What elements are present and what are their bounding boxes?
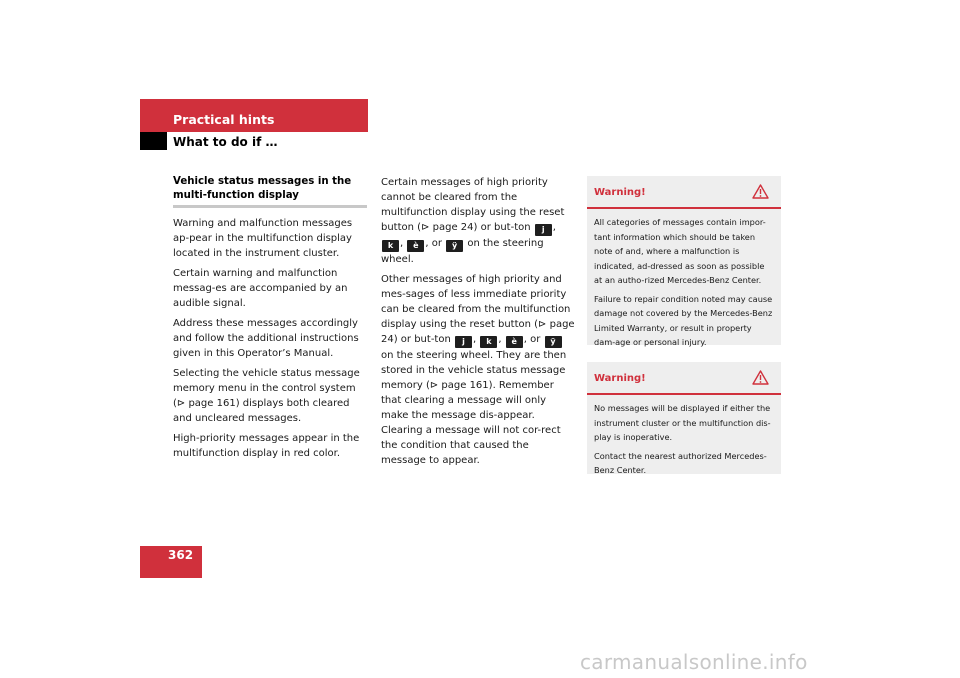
- text-run: on the steering wheel. They are then stored in the vehicle status message memory (⊳ page 161). Remember that clearing a message will only make the message dis-appear. Clearing a message will not cor-rect the condition that caused the message to appear.: [381, 350, 567, 466]
- header-marker: [140, 132, 167, 150]
- topic-heading: Vehicle status messages in the multi-function display: [173, 175, 367, 208]
- back-button-key: ÿ: [545, 336, 562, 348]
- warning-header: [587, 362, 781, 395]
- forward-button-key: è: [407, 240, 424, 252]
- next-button-key: j: [455, 336, 472, 348]
- watermark-text: carmanualsonline.info: [580, 650, 808, 674]
- warning-body: [587, 395, 781, 478]
- paragraph: Certain warning and malfunction messag-es are accompanied by an audible signal.: [173, 268, 348, 309]
- warning-triangle-icon: [752, 184, 769, 199]
- paragraph: Selecting the vehicle status message memory menu in the control system (⊳ page 161) displays both cleared and uncleared messages.: [173, 368, 360, 424]
- back-button-key: ÿ: [446, 240, 463, 252]
- next-button-key: j: [535, 224, 552, 236]
- separator: ,: [498, 334, 502, 345]
- separator: ,: [400, 238, 404, 249]
- paragraph: High-priority messages appear in the multifunction display in red color.: [173, 433, 360, 459]
- warning-title: Warning!: [594, 187, 646, 198]
- warning-box: [587, 362, 781, 474]
- forward-button-key: è: [506, 336, 523, 348]
- section-title: Practical hints: [173, 112, 275, 127]
- subsection-title: What to do if …: [173, 135, 278, 149]
- warning-text: Contact the nearest authorized Mercedes-Benz Center.: [594, 450, 767, 475]
- separator: , or: [425, 238, 442, 249]
- paragraph: [381, 175, 576, 267]
- paragraph: Warning and malfunction messages ap-pear in the multifunction display located in the instrument cluster.: [173, 218, 353, 259]
- separator: ,: [473, 334, 477, 345]
- warning-text: No messages will be displayed if either the instrument cluster or the multifunction dis-play is inoperative.: [594, 403, 771, 442]
- warning-box: [587, 176, 781, 345]
- separator: , or: [523, 334, 541, 345]
- previous-button-key: k: [382, 240, 399, 252]
- warning-title: Warning!: [594, 373, 646, 384]
- warning-triangle-icon: [752, 370, 769, 385]
- column-left: [173, 175, 367, 466]
- text-run: Certain messages of high priority cannot be cleared from the multifunction display using the reset button (⊳ page 24) or but-ton: [381, 177, 565, 233]
- paragraph: Address these messages accordingly and follow the additional instructions given in this Operator’s Manual.: [173, 318, 359, 359]
- warning-header: [587, 176, 781, 209]
- text-run: on the steering wheel.: [381, 238, 544, 265]
- separator: ,: [552, 222, 556, 233]
- previous-button-key: k: [480, 336, 497, 348]
- text-run: Other messages of high priority and mes-sages of less immediate priority can be cleared from the multifunction display using the reset button (⊳ page 24) or but-ton: [381, 274, 575, 345]
- column-middle: [381, 175, 576, 473]
- warning-text: All categories of messages contain impor-tant information which should be taken note of and, where a malfunction is indicated, ad-dressed as soon as possible at an autho-rized Mercedes-Benz Center.: [594, 217, 766, 285]
- paragraph: [381, 272, 576, 468]
- warning-body: [587, 209, 781, 350]
- page-number: 362: [168, 548, 194, 562]
- warning-text: Failure to repair condition noted may cause damage not covered by the Mercedes-Benz Limited Warranty, or result in property dam-age or personal injury.: [594, 293, 773, 347]
